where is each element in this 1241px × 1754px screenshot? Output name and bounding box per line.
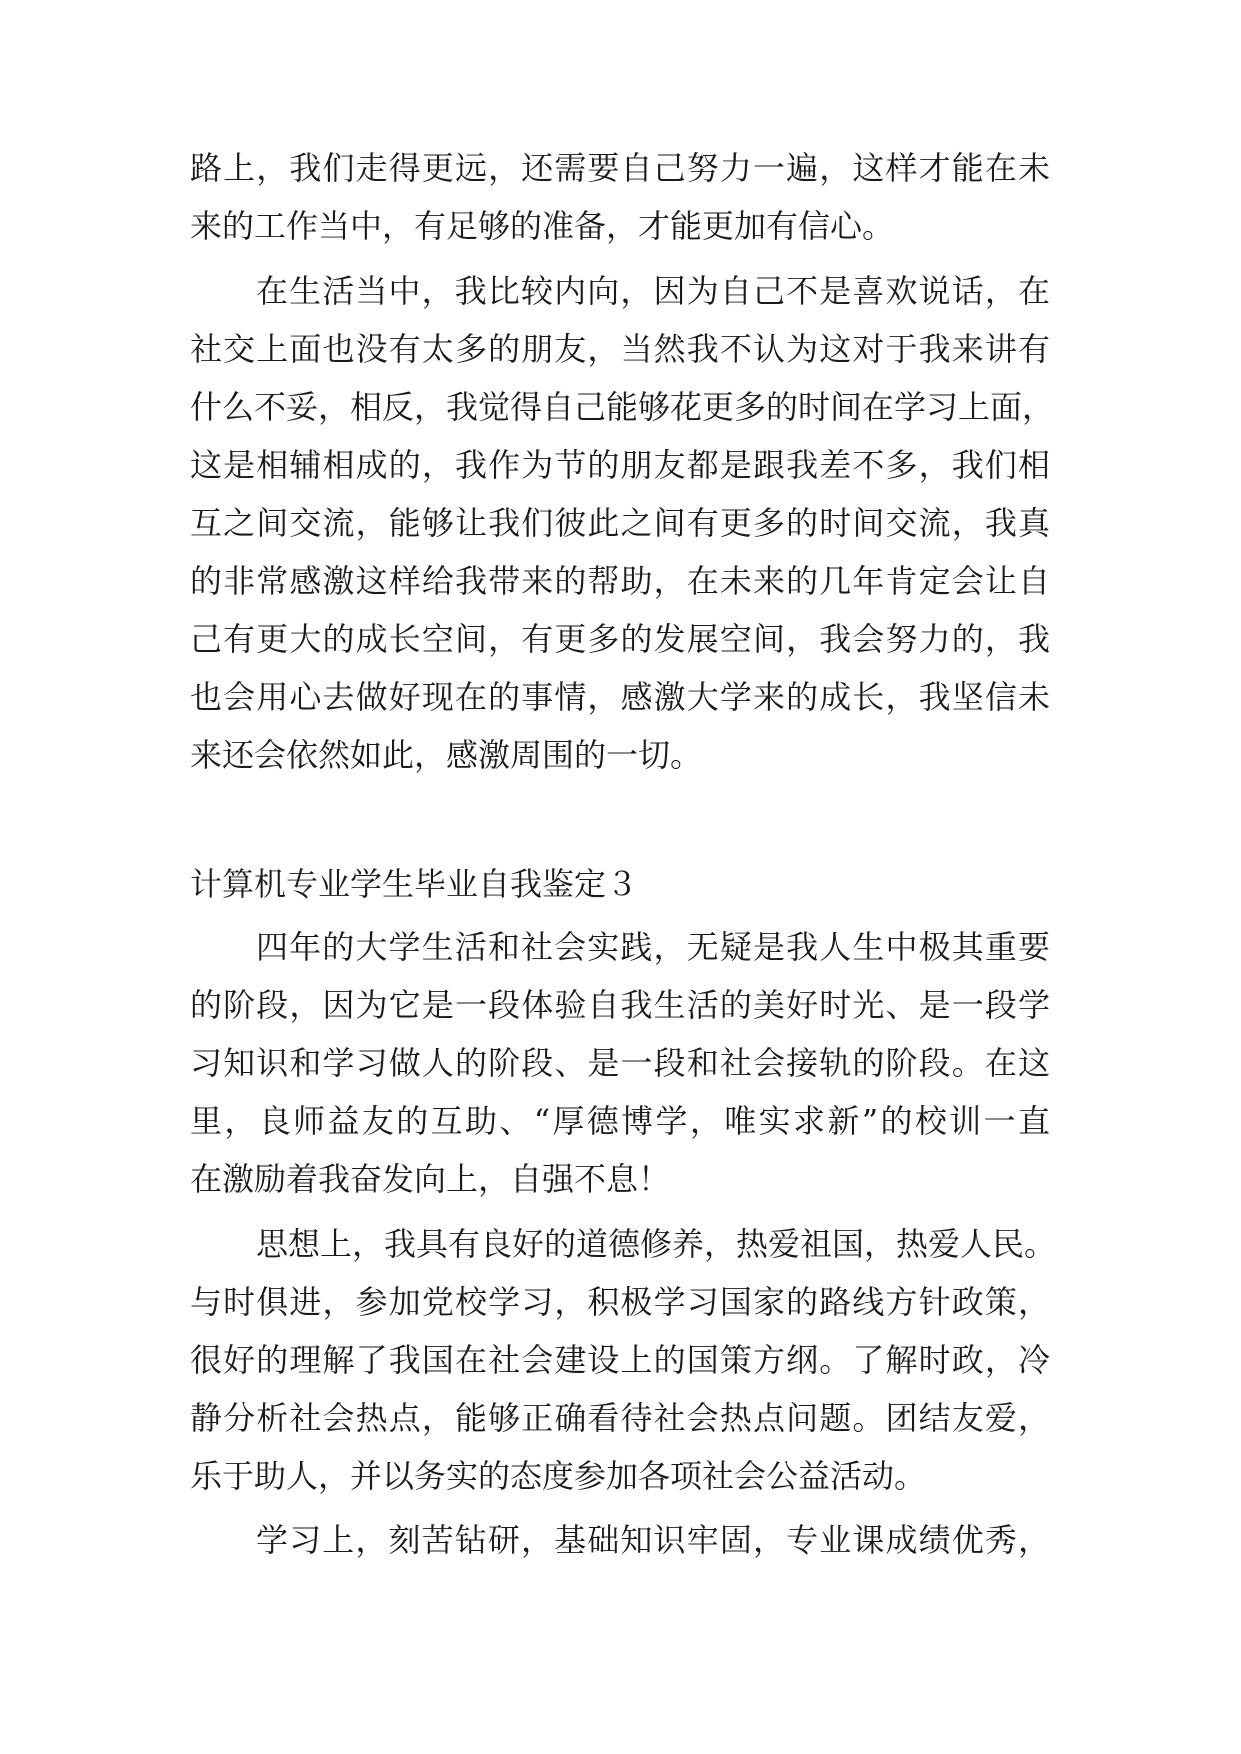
paragraph-line: 的非常感激这样给我带来的帮助，在未来的几年肯定会让自 (190, 562, 1050, 600)
paragraph-line: 社交上面也没有太多的朋友，当然我不认为这对于我来讲有 (190, 330, 1050, 368)
paragraph-line: 来还会依然如此，感激周围的一切。 (190, 736, 703, 774)
paragraph-line: 思想上，我具有良好的道德修养，热爱祖国，热爱人民。 (256, 1225, 1057, 1263)
paragraph-line: 这是相辅相成的，我作为节的朋友都是跟我差不多，我们相 (190, 446, 1050, 484)
paragraph-line: 四年的大学生活和社会实践，无疑是我人生中极其重要 (256, 928, 1050, 966)
paragraph-line: 的阶段，因为它是一段体验自我生活的美好时光、是一段学 (190, 986, 1050, 1024)
paragraph-line: 与时俱进，参加党校学习，积极学习国家的路线方针政策， (190, 1283, 1050, 1321)
paragraph-line: 里，良师益友的互助、“厚德博学，唯实求新”的校训一直 (190, 1102, 1050, 1140)
paragraph-line: 什么不妥，相反，我觉得自己能够花更多的时间在学习上面， (190, 388, 1055, 426)
paragraph-line: 在生活当中，我比较内向，因为自己不是喜欢说话，在 (256, 272, 1050, 310)
paragraph-line: 在激励着我奋发向上，自强不息！ (190, 1160, 671, 1198)
section-heading: 计算机专业学生毕业自我鉴定３ (190, 865, 639, 903)
paragraph-line: 来的工作当中，有足够的准备，才能更加有信心。 (190, 207, 895, 245)
paragraph-line: 习知识和学习做人的阶段、是一段和社会接轨的阶段。在这 (190, 1044, 1050, 1082)
paragraph-line: 也会用心去做好现在的事情，感激大学来的成长，我坚信未 (190, 678, 1050, 716)
paragraph-line: 路上，我们走得更远，还需要自己努力一遍，这样才能在未 (190, 149, 1050, 187)
paragraph-line: 静分析社会热点，能够正确看待社会热点问题。团结友爱， (190, 1399, 1050, 1437)
paragraph-line: 学习上，刻苦钻研，基础知识牢固，专业课成绩优秀， (256, 1521, 1050, 1559)
paragraph-line: 己有更大的成长空间，有更多的发展空间，我会努力的，我 (190, 620, 1050, 658)
paragraph-line: 乐于助人，并以务实的态度参加各项社会公益活动。 (190, 1457, 927, 1495)
paragraph-line: 互之间交流，能够让我们彼此之间有更多的时间交流，我真 (190, 504, 1050, 542)
paragraph-line: 很好的理解了我国在社会建设上的国策方纲。了解时政，冷 (190, 1341, 1050, 1379)
